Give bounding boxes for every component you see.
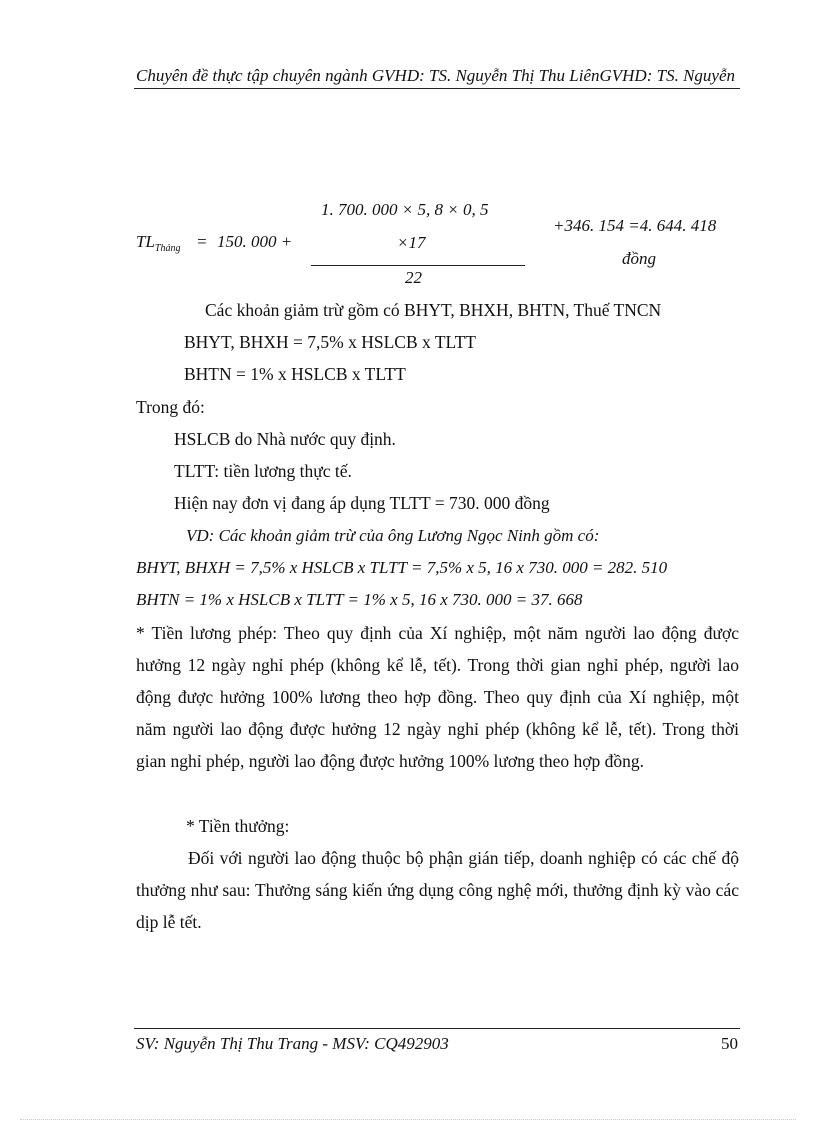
formula-base: 150. 000 +: [217, 232, 293, 251]
bhtn-formula: BHTN = 1% x HSLCB x TLTT: [184, 364, 406, 384]
page-number: 50: [721, 1034, 738, 1053]
formula-unit: đồng: [622, 249, 656, 268]
example-bhyt: BHYT, BHXH = 7,5% x HSLCB x TLTT = 7,5% x 5, 16 x 730. 000 = 282. 510: [136, 558, 668, 577]
leave-paragraph: * Tiền lương phép: Theo quy định của Xí nghiệp, một năm người lao động được hưởng 12 ngày nghỉ phép (không kể lễ, tết). Trong thời gian nghỉ phép, người lao động được hưởng 100% lương theo hợp đồng. Theo quy định của Xí nghiệp, một năm người lao động được hưởng 12 ngày nghỉ phép (không kể lễ, tết). Trong thời gian nghỉ phép, người lao động được hưởng 100% lương theo hợp đồng.: [136, 623, 739, 771]
formula-tail: +346. 154 =4. 644. 418: [553, 216, 717, 235]
bhyt-formula: BHYT, BHXH = 7,5% x HSLCB x TLTT: [184, 332, 476, 352]
formula-numerator-multiplier: ×17: [397, 233, 426, 252]
running-header: Chuyên đề thực tập chuyên ngành GVHD: TS. Nguyễn Thị Thu LiênGVHD: TS. Nguyễn: [136, 66, 736, 85]
example-intro: VD: Các khoản giảm trừ của ông Lương Ngọc Ninh gồm có:: [186, 526, 600, 545]
deductions-intro: Các khoản giảm trừ gồm có BHYT, BHXH, BHTN, Thuế TNCN: [205, 300, 662, 320]
footer-rule: [134, 1028, 740, 1029]
header-rule: [134, 88, 740, 89]
formula-denominator: 22: [405, 268, 422, 287]
current-tltt: Hiện nay đơn vị đang áp dụng TLTT = 730. 000 đồng: [174, 493, 550, 513]
bonus-paragraph: Đối với người lao động thuộc bộ phận gián tiếp, doanh nghiệp có các chế độ thưởng như sau: Thưởng sáng kiến ứng dụng công nghệ mới, thưởng định kỳ vào các dịp lễ tết.: [136, 848, 739, 932]
bonus-heading: * Tiền thưởng:: [186, 816, 290, 836]
formula-lhs: [136, 232, 180, 252]
formula-lhs-sub: Tháng: [154, 243, 181, 254]
formula-numerator: 1. 700. 000 × 5, 8 × 0, 5: [321, 200, 489, 219]
hslcb-definition: HSLCB do Nhà nước quy định.: [174, 429, 396, 449]
where-label: Trong đó:: [136, 397, 205, 417]
tltt-definition: TLTT: tiền lương thực tế.: [174, 461, 352, 481]
formula-lhs-main: TL: [136, 232, 155, 251]
fraction-bar: [311, 265, 525, 266]
page-bottom-border: [20, 1119, 796, 1120]
formula-equals: =: [196, 232, 208, 251]
example-bhtn: BHTN = 1% x HSLCB x TLTT = 1% x 5, 16 x 730. 000 = 37. 668: [136, 590, 583, 609]
footer-student: SV: Nguyễn Thị Thu Trang - MSV: CQ492903: [136, 1034, 449, 1053]
